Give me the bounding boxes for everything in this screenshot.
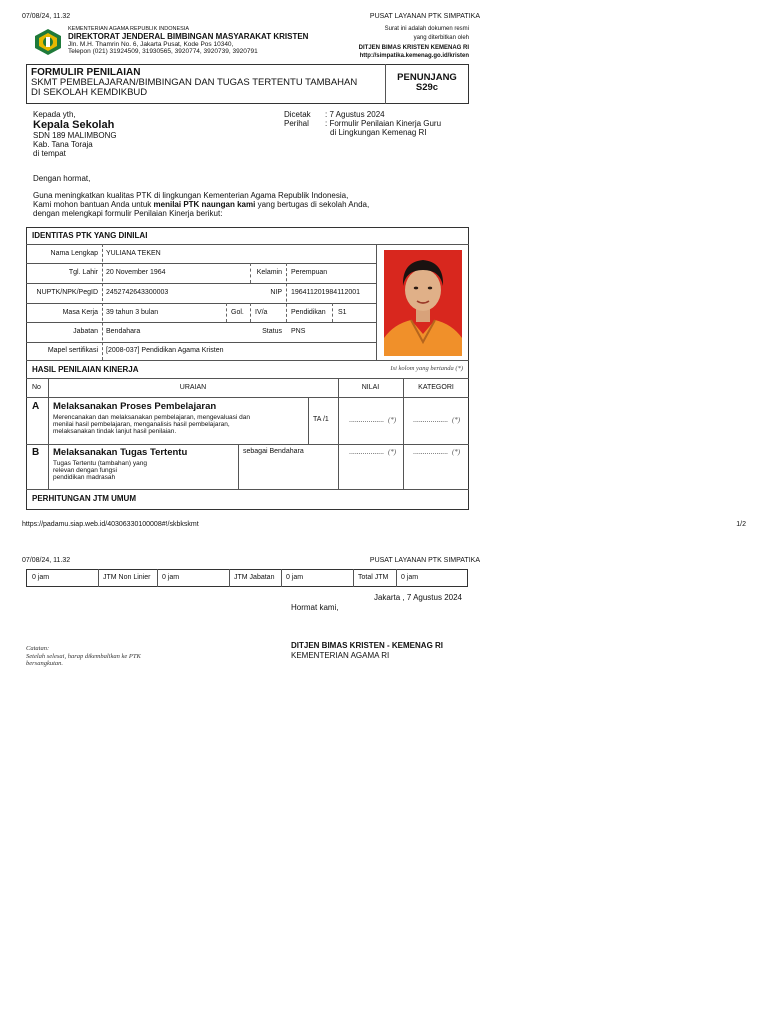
row-a-score-mark: (*): [387, 416, 397, 424]
row-line: [26, 322, 376, 323]
row-a-detail-3: melaksanakan tindak lanjut hasil penilaian.: [53, 428, 177, 435]
nuptk-label: NUPTK/NPK/PegID: [36, 289, 98, 296]
gender-label: Kelamin: [256, 269, 282, 276]
subject-value-1: : Formulir Penilaian Kinerja Guru: [325, 119, 442, 128]
recipient-place: di tempat: [33, 149, 66, 158]
col-divider: [226, 303, 227, 322]
site-title: PUSAT LAYANAN PTK SIMPATIKA: [369, 13, 480, 20]
page2-datetime: 07/08/24, 11.32: [22, 557, 71, 564]
col-divider: [308, 397, 309, 444]
subject-label: Perihal: [284, 119, 309, 128]
form-title: [31, 68, 381, 98]
body-line-1: Guna meningkatkan kualitas PTK di lingkungan Kementerian Agama Republik Indonesia,: [33, 191, 349, 200]
jtm-total-label: Total JTM: [358, 574, 389, 581]
grade-label: Gol.: [231, 309, 244, 316]
col-divider: [157, 569, 158, 587]
jtm-heading: PERHITUNGAN JTM UMUM: [32, 494, 136, 503]
issuer-block: [300, 26, 469, 60]
row-b-category-mark: (*): [451, 448, 461, 456]
row-a-score-field[interactable]: [349, 416, 396, 425]
note-label: Catatan:: [26, 645, 50, 652]
print-datetime: 07/08/24, 11.32: [22, 13, 71, 20]
ministry-name: KEMENTERIAN AGAMA REPUBLIK INDONESIA: [68, 26, 190, 32]
official-note-2: yang diterbitkan oleh: [413, 35, 469, 41]
gender-value: Perempuan: [291, 269, 328, 276]
row-b-detail-1: Tugas Tertentu (tambahan) yang: [53, 460, 147, 467]
performance-heading: HASIL PENILAIAN KINERJA: [32, 365, 139, 374]
name-value: YULIANA TEKEN: [106, 250, 161, 257]
row-line: [26, 244, 469, 245]
dob-label: Tgl. Lahir: [68, 269, 98, 276]
col-divider: [250, 263, 251, 283]
row-line: [26, 303, 376, 304]
dob-value: 20 November 1964: [106, 269, 166, 276]
performance-hint: Isi kolom yang bertanda (*): [390, 365, 463, 372]
row-b-no: B: [32, 447, 40, 458]
col-divider: [48, 378, 49, 489]
col-score: NILAI: [361, 384, 380, 391]
printed-value: : 7 Agustus 2024: [325, 110, 385, 119]
closing-regards: Hormat kami,: [291, 603, 339, 612]
nuptk-value: 2452742643300003: [106, 289, 169, 296]
row-a-detail-2: menilai hasil pembelajaran, menganalisis hasil pembelajaran,: [53, 421, 230, 428]
position-value: Bendahara: [106, 328, 141, 335]
page-number: 1/2: [736, 521, 746, 528]
kemenag-logo-icon: [33, 28, 63, 56]
issuer-website: http://simpatika.kemenag.go.id/kristen: [359, 53, 469, 59]
row-line: [26, 360, 469, 361]
greeting: Dengan hormat,: [33, 174, 91, 183]
education-value: S1: [338, 309, 347, 316]
subject-value-2: di Lingkungan Kemenag RI: [330, 128, 427, 137]
row-a-category: ..................: [413, 417, 449, 424]
photo-divider: [376, 244, 377, 360]
jtm-position-value: 0 jam: [286, 574, 304, 581]
row-line: [26, 489, 469, 490]
row-a-category-field[interactable]: [413, 416, 460, 425]
closing-note: [26, 645, 226, 668]
row-a-score: ..................: [349, 417, 385, 424]
recipient-school: SDN 189 MALIMBONG: [33, 131, 117, 140]
col-divider: [338, 378, 339, 489]
name-label: Nama Lengkap: [50, 250, 98, 257]
form-subtitle-2: DI SEKOLAH KEMDIKBUD: [31, 87, 148, 98]
identity-heading: IDENTITAS PTK YANG DINILAI: [32, 231, 148, 240]
jtm-nonlinear-value: 0 jam: [162, 574, 180, 581]
col-divider: [281, 569, 282, 587]
issuer-name: DITJEN BIMAS KRISTEN KEMENAG RI: [358, 45, 469, 51]
body-line-2-pre: Kami mohon bantuan Anda untuk: [33, 200, 154, 209]
row-b-description: [53, 447, 238, 481]
certification-value: [2008-037] Pendidikan Agama Kristen: [106, 347, 224, 354]
jtm-value-1: 0 jam: [32, 574, 50, 581]
row-b-title: Melaksanakan Tugas Tertentu: [53, 447, 188, 458]
row-b-score-mark: (*): [387, 448, 397, 456]
page2-site-title: PUSAT LAYANAN PTK SIMPATIKA: [369, 557, 480, 564]
col-divider: [396, 569, 397, 587]
row-b-detail-3: pendidikan madrasah: [53, 474, 116, 481]
tenure-label: Masa Kerja: [62, 309, 98, 316]
row-b-score: ..................: [349, 449, 385, 456]
form-category: PENUNJANG: [397, 72, 457, 83]
row-b-extra: sebagai Bendahara: [243, 448, 304, 455]
col-divider: [353, 569, 354, 587]
jtm-nonlinear-label: JTM Non Linier: [103, 574, 151, 581]
row-line: [26, 263, 376, 264]
signer-1: DITJEN BIMAS KRISTEN - KEMENAG RI: [291, 641, 444, 650]
signer-2: KEMENTERIAN AGAMA RI: [291, 651, 390, 660]
tenure-value: 39 tahun 3 bulan: [106, 309, 159, 316]
teacher-photo: [384, 250, 462, 356]
col-description: URAIAN: [179, 384, 207, 391]
col-divider: [286, 263, 287, 322]
letterhead: [68, 26, 328, 55]
recipient-salutation: Kepada yth,: [33, 110, 76, 119]
body-line-2: [33, 200, 369, 209]
phone: Telepon (021) 31924509, 31930565, 3920774, 3920739, 3920791: [68, 48, 258, 55]
row-a-description: [53, 401, 308, 435]
form-code-block: [386, 73, 468, 93]
col-divider: [332, 303, 333, 322]
col-divider: [403, 378, 404, 489]
body-line-3: dengan melengkapi formulir Penilaian Kinerja berikut:: [33, 209, 223, 218]
label-divider: [102, 244, 103, 360]
nip-label: NIP: [270, 289, 282, 296]
row-b-score-field[interactable]: [349, 448, 396, 457]
grade-value: IV/a: [255, 309, 268, 316]
row-a-category-mark: (*): [451, 416, 461, 424]
printed-label: Dicetak: [284, 110, 311, 119]
recipient-block: [33, 110, 273, 158]
col-no: No: [32, 384, 41, 391]
form-title-text: FORMULIR PENILAIAN: [31, 67, 141, 78]
certification-label: Mapel sertifikasi: [47, 347, 98, 354]
jtm-total-value: 0 jam: [401, 574, 419, 581]
row-a-title: Melaksanakan Proses Pembelajaran: [53, 401, 217, 412]
page-url: https://padamu.siap.web.id/40306330100008#!/skbkskmt: [22, 521, 199, 528]
status-label: Status: [262, 328, 282, 335]
closing-place-date: Jakarta , 7 Agustus 2024: [373, 593, 462, 602]
position-label: Jabatan: [73, 328, 98, 335]
col-divider: [229, 569, 230, 587]
official-note-1: Surat ini adalah dokumen resmi: [384, 26, 469, 32]
col-category: KATEGORI: [418, 384, 454, 391]
note-line-2: bersangkutan.: [26, 660, 64, 667]
directorate-name: DIREKTORAT JENDERAL BIMBINGAN MASYARAKAT KRISTEN: [68, 32, 309, 41]
row-line: [26, 342, 376, 343]
recipient-title: Kepala Sekolah: [33, 119, 115, 131]
form-subtitle-1: SKMT PEMBELAJARAN/BIMBINGAN DAN TUGAS TERTENTU TAMBAHAN: [31, 77, 358, 88]
body-line-2-post: yang bertugas di sekolah Anda,: [255, 200, 370, 209]
row-b-detail-2: relevan dengan fungsi: [53, 467, 117, 474]
row-a-detail-1: Merencanakan dan melaksanakan pembelajaran, mengevaluasi dan: [53, 414, 250, 421]
row-a-extra: TA /1: [313, 416, 329, 423]
recipient-regency: Kab. Tana Toraja: [33, 140, 93, 149]
row-line: [26, 283, 376, 284]
form-code: S29c: [415, 82, 439, 93]
status-value: PNS: [291, 328, 306, 335]
body-line-2-bold: menilai PTK naungan kami: [153, 200, 256, 209]
jtm-position-label: JTM Jabatan: [234, 574, 275, 581]
row-b-category-field[interactable]: [413, 448, 460, 457]
nip-value: 196411201984112001: [291, 289, 361, 296]
row-a-no: A: [32, 401, 40, 412]
note-line-1: Setelah selesai, harap dikembalikan ke PTK: [26, 652, 141, 660]
address: Jln. M.H. Thamrin No. 6, Jakarta Pusat, Kode Pos 10340,: [68, 41, 234, 48]
col-divider: [238, 444, 239, 489]
education-label: Pendidikan: [291, 309, 326, 316]
row-b-category: ..................: [413, 449, 449, 456]
col-divider: [98, 569, 99, 587]
col-divider: [250, 303, 251, 322]
